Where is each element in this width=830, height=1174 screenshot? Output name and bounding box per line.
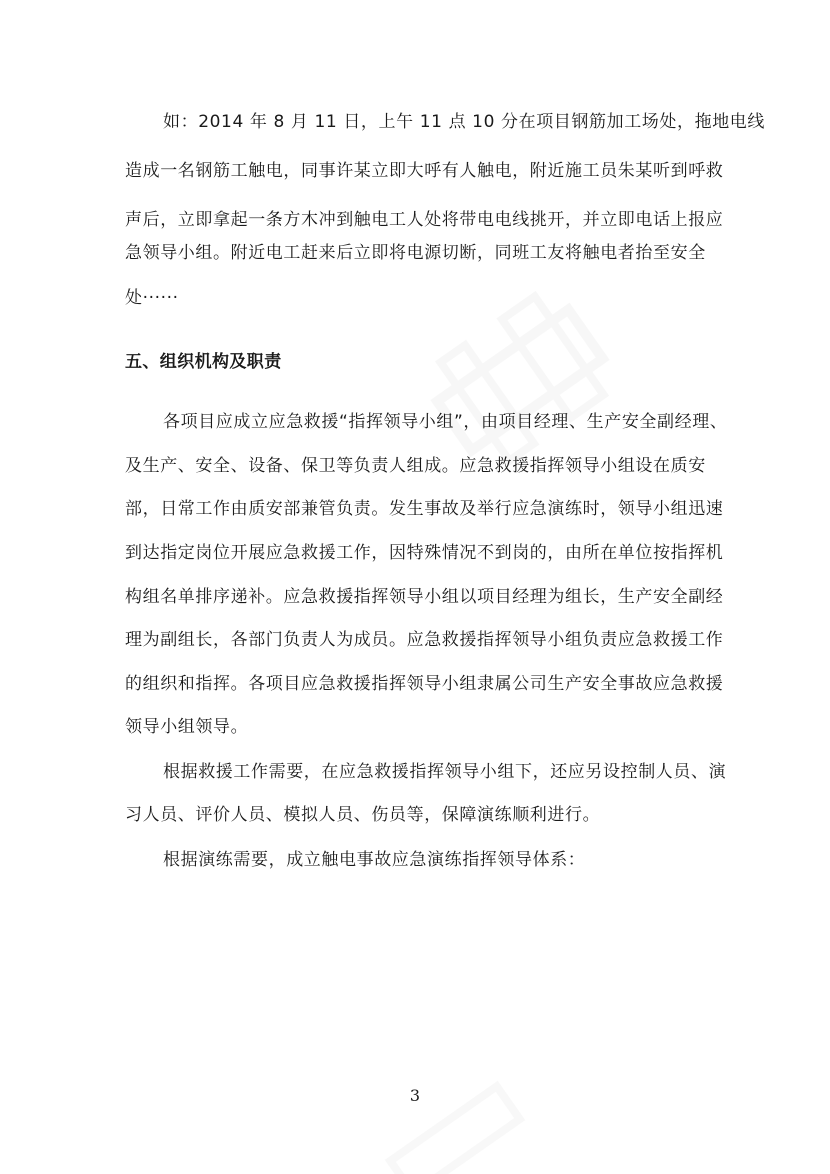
paragraph-line: 处······ [125,288,179,308]
paragraph-line: 如：2014 年 8 月 11 日，上午 11 点 10 分在项目钢筋加工场处，拖地电线 [163,112,766,132]
paragraph-line: 根据演练需要，成立触电事故应急演练指挥领导体系： [163,850,586,870]
paragraph-line: 部，日常工作由质安部兼管负责。发生事故及举行应急演练时，领导小组迅速 [125,499,724,519]
paragraph-line: 构组名单排序递补。应急救援指挥领导小组以项目经理为组长，生产安全副经 [125,587,724,607]
paragraph-line: 的组织和指挥。各项目应急救援指挥领导小组隶属公司生产安全事故应急救援 [125,674,724,694]
watermark-logo-icon [381,241,660,520]
page-number: 3 [409,1086,421,1105]
paragraph-line: 声后，立即拿起一条方木冲到触电工人处将带电电线挑开，并立即电话上报应 [125,210,724,230]
paragraph-line: 领导小组领导。 [125,717,249,737]
paragraph-line: 根据救援工作需要，在应急救援指挥领导小组下，还应另设控制人员、演 [163,762,727,782]
paragraph-line: 各项目应成立应急救援“指挥领导小组”，由项目经理、生产安全副经理、 [163,412,728,432]
paragraph-line: 理为副组长，各部门负责人为成员。应急救援指挥领导小组负责应急救援工作 [125,630,724,650]
paragraph-line: 习人员、评价人员、模拟人员、伤员等，保障演练顺利进行。 [125,805,601,825]
section-heading: 五、组织机构及职责 [125,352,282,372]
paragraph-line: 造成一名钢筋工触电，同事许某立即大呼有人触电，附近施工员朱某听到呼救 [125,161,724,181]
paragraph-line: 到达指定岗位开展应急救援工作，因特殊情况不到岗的，由所在单位按指挥机 [125,543,724,563]
paragraph-line: 急领导小组。附近电工赶来后立即将电源切断，同班工友将触电者抬至安全 [125,243,706,263]
paragraph-line: 及生产、安全、设备、保卫等负责人组成。应急救援指挥领导小组设在质安 [125,456,706,476]
